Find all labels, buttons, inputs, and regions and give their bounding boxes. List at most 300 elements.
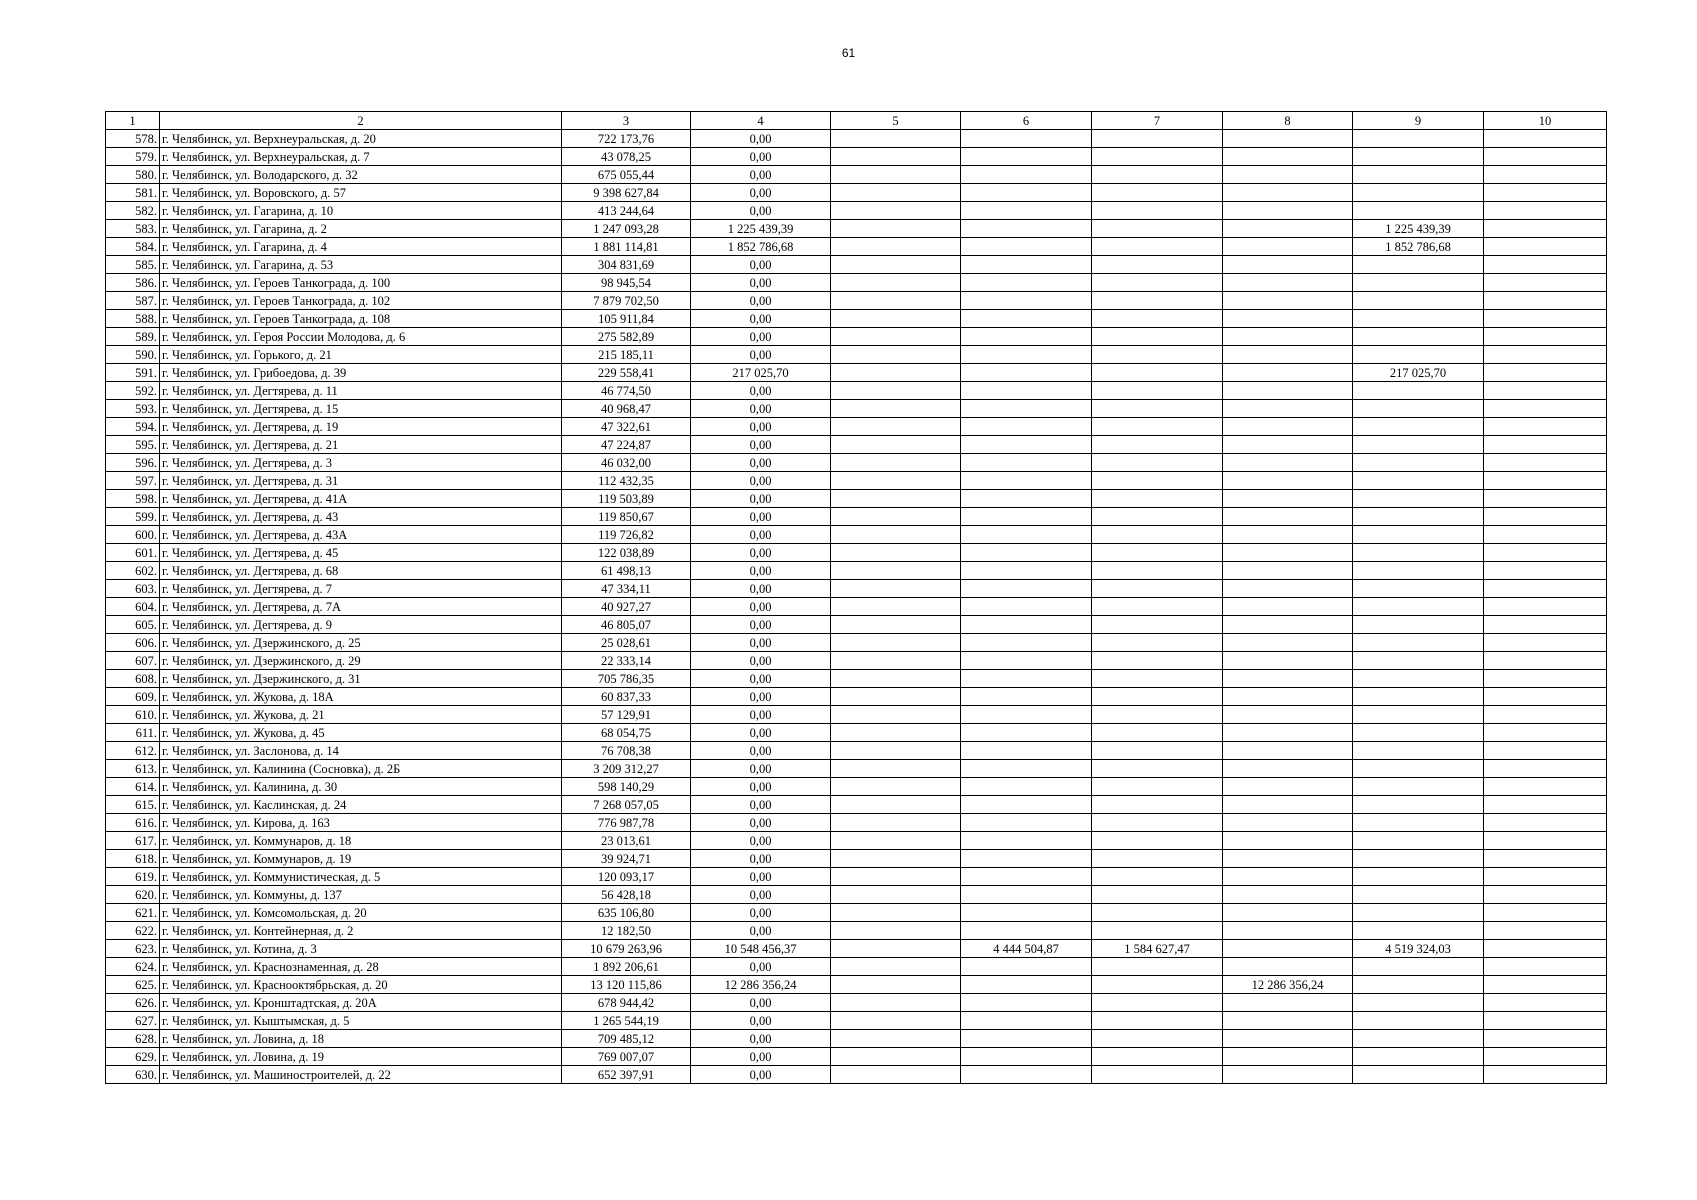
value-cell [1092, 742, 1223, 760]
value-cell: 275 582,89 [562, 328, 691, 346]
value-cell: 0,00 [691, 508, 831, 526]
row-number: 582. [106, 202, 160, 220]
value-cell [831, 490, 961, 508]
value-cell [1223, 382, 1353, 400]
value-cell [1223, 544, 1353, 562]
table-row [106, 328, 1607, 346]
address-cell: г. Челябинск, ул. Машиностроителей, д. 22 [160, 1066, 562, 1084]
value-cell [831, 922, 961, 940]
value-cell [1353, 436, 1484, 454]
value-cell [1484, 850, 1607, 868]
value-cell [1484, 148, 1607, 166]
value-cell [1484, 868, 1607, 886]
row-number: 615. [106, 796, 160, 814]
value-cell [1092, 922, 1223, 940]
value-cell [1223, 184, 1353, 202]
value-cell [1484, 238, 1607, 256]
value-cell [1092, 634, 1223, 652]
value-cell [1484, 904, 1607, 922]
value-cell [961, 166, 1092, 184]
row-number: 627. [106, 1012, 160, 1030]
value-cell [831, 634, 961, 652]
value-cell [961, 634, 1092, 652]
value-cell [1223, 1030, 1353, 1048]
value-cell [1092, 256, 1223, 274]
value-cell: 39 924,71 [562, 850, 691, 868]
value-cell: 635 106,80 [562, 904, 691, 922]
value-cell: 68 054,75 [562, 724, 691, 742]
value-cell [1484, 994, 1607, 1012]
value-cell [1223, 958, 1353, 976]
value-cell [961, 616, 1092, 634]
value-cell: 47 334,11 [562, 580, 691, 598]
value-cell [961, 850, 1092, 868]
value-cell: 0,00 [691, 1066, 831, 1084]
value-cell: 304 831,69 [562, 256, 691, 274]
value-cell [831, 256, 961, 274]
value-cell [1484, 634, 1607, 652]
value-cell: 12 286 356,24 [1223, 976, 1353, 994]
address-cell: г. Челябинск, ул. Жукова, д. 21 [160, 706, 562, 724]
row-number: 596. [106, 454, 160, 472]
row-number: 580. [106, 166, 160, 184]
value-cell: 0,00 [691, 382, 831, 400]
value-cell: 0,00 [691, 796, 831, 814]
table-row [106, 814, 1607, 832]
value-cell: 119 503,89 [562, 490, 691, 508]
value-cell [1223, 166, 1353, 184]
value-cell: 112 432,35 [562, 472, 691, 490]
value-cell [1353, 526, 1484, 544]
value-cell [1353, 1066, 1484, 1084]
value-cell [1484, 490, 1607, 508]
table-row [106, 706, 1607, 724]
row-number: 610. [106, 706, 160, 724]
value-cell [1092, 688, 1223, 706]
col-header: 1 [106, 112, 160, 130]
value-cell [1092, 148, 1223, 166]
address-cell: г. Челябинск, ул. Заслонова, д. 14 [160, 742, 562, 760]
value-cell: 13 120 115,86 [562, 976, 691, 994]
value-cell [1092, 130, 1223, 148]
page-number: 61 [841, 46, 856, 60]
address-cell: г. Челябинск, ул. Горького, д. 21 [160, 346, 562, 364]
value-cell: 76 708,38 [562, 742, 691, 760]
value-cell [1484, 940, 1607, 958]
value-cell: 1 265 544,19 [562, 1012, 691, 1030]
value-cell [1484, 1066, 1607, 1084]
table-row [106, 688, 1607, 706]
value-cell [1223, 256, 1353, 274]
value-cell [1223, 616, 1353, 634]
value-cell [1223, 292, 1353, 310]
value-cell [831, 220, 961, 238]
value-cell [1353, 202, 1484, 220]
value-cell [1353, 184, 1484, 202]
value-cell [1092, 778, 1223, 796]
value-cell: 60 837,33 [562, 688, 691, 706]
value-cell [831, 382, 961, 400]
address-cell: г. Челябинск, ул. Дегтярева, д. 45 [160, 544, 562, 562]
address-cell: г. Челябинск, ул. Калинина (Сосновка), д. 2Б [160, 760, 562, 778]
value-cell [961, 868, 1092, 886]
address-cell: г. Челябинск, ул. Краснознаменная, д. 28 [160, 958, 562, 976]
address-cell: г. Челябинск, ул. Дзержинского, д. 29 [160, 652, 562, 670]
value-cell [1484, 292, 1607, 310]
value-cell [1353, 418, 1484, 436]
value-cell [1353, 598, 1484, 616]
row-number: 590. [106, 346, 160, 364]
value-cell [1092, 1066, 1223, 1084]
row-number: 600. [106, 526, 160, 544]
address-cell: г. Челябинск, ул. Гагарина, д. 4 [160, 238, 562, 256]
value-cell [831, 796, 961, 814]
value-cell: 1 584 627,47 [1092, 940, 1223, 958]
value-cell [831, 346, 961, 364]
value-cell [831, 310, 961, 328]
value-cell [1353, 454, 1484, 472]
value-cell: 0,00 [691, 130, 831, 148]
value-cell [961, 760, 1092, 778]
value-cell: 0,00 [691, 724, 831, 742]
value-cell [1353, 616, 1484, 634]
value-cell [1353, 994, 1484, 1012]
address-cell: г. Челябинск, ул. Дегтярева, д. 43 [160, 508, 562, 526]
table-row [106, 796, 1607, 814]
value-cell [1223, 940, 1353, 958]
value-cell [961, 598, 1092, 616]
value-cell: 0,00 [691, 652, 831, 670]
value-cell: 105 911,84 [562, 310, 691, 328]
table-row [106, 292, 1607, 310]
value-cell [1223, 364, 1353, 382]
row-number: 584. [106, 238, 160, 256]
table-row [106, 742, 1607, 760]
row-number: 601. [106, 544, 160, 562]
value-cell [1353, 976, 1484, 994]
table-row [106, 544, 1607, 562]
value-cell [1092, 760, 1223, 778]
address-cell: г. Челябинск, ул. Коммуны, д. 137 [160, 886, 562, 904]
value-cell [831, 616, 961, 634]
table-row [106, 652, 1607, 670]
value-cell [1484, 364, 1607, 382]
table-row [106, 310, 1607, 328]
value-cell [961, 472, 1092, 490]
address-cell: г. Челябинск, ул. Каслинская, д. 24 [160, 796, 562, 814]
value-cell [1092, 994, 1223, 1012]
address-cell: г. Челябинск, ул. Кирова, д. 163 [160, 814, 562, 832]
value-cell: 0,00 [691, 742, 831, 760]
col-header: 9 [1353, 112, 1484, 130]
row-number: 587. [106, 292, 160, 310]
value-cell [1223, 814, 1353, 832]
value-cell: 0,00 [691, 832, 831, 850]
value-cell [961, 184, 1092, 202]
address-cell: г. Челябинск, ул. Гагарина, д. 53 [160, 256, 562, 274]
row-number: 621. [106, 904, 160, 922]
value-cell [831, 1048, 961, 1066]
value-cell [1092, 400, 1223, 418]
value-cell [961, 382, 1092, 400]
value-cell [1484, 562, 1607, 580]
value-cell: 0,00 [691, 706, 831, 724]
value-cell: 413 244,64 [562, 202, 691, 220]
value-cell [1484, 310, 1607, 328]
value-cell [1484, 670, 1607, 688]
table-row [106, 778, 1607, 796]
value-cell: 40 968,47 [562, 400, 691, 418]
value-cell: 119 726,82 [562, 526, 691, 544]
value-cell [961, 832, 1092, 850]
value-cell [1092, 472, 1223, 490]
value-cell: 40 927,27 [562, 598, 691, 616]
row-number: 614. [106, 778, 160, 796]
address-cell: г. Челябинск, ул. Героя России Молодова, д. 6 [160, 328, 562, 346]
value-cell [1353, 670, 1484, 688]
value-cell: 0,00 [691, 868, 831, 886]
row-number: 612. [106, 742, 160, 760]
row-number: 589. [106, 328, 160, 346]
address-cell: г. Челябинск, ул. Котина, д. 3 [160, 940, 562, 958]
value-cell: 22 333,14 [562, 652, 691, 670]
table-row [106, 436, 1607, 454]
address-cell: г. Челябинск, ул. Дегтярева, д. 7А [160, 598, 562, 616]
value-cell: 47 224,87 [562, 436, 691, 454]
value-cell [961, 292, 1092, 310]
value-cell: 7 879 702,50 [562, 292, 691, 310]
value-cell [1484, 814, 1607, 832]
value-cell: 1 247 093,28 [562, 220, 691, 238]
value-cell [1484, 436, 1607, 454]
value-cell [831, 508, 961, 526]
value-cell: 56 428,18 [562, 886, 691, 904]
value-cell: 0,00 [691, 292, 831, 310]
value-cell [961, 364, 1092, 382]
table-row [106, 670, 1607, 688]
value-cell: 23 013,61 [562, 832, 691, 850]
value-cell [1484, 1012, 1607, 1030]
value-cell [1223, 508, 1353, 526]
address-cell: г. Челябинск, ул. Коммунаров, д. 19 [160, 850, 562, 868]
value-cell: 0,00 [691, 850, 831, 868]
value-cell: 0,00 [691, 994, 831, 1012]
address-cell: г. Челябинск, ул. Верхнеуральская, д. 20 [160, 130, 562, 148]
row-number: 611. [106, 724, 160, 742]
value-cell [1092, 508, 1223, 526]
value-cell [961, 328, 1092, 346]
address-cell: г. Челябинск, ул. Гагарина, д. 10 [160, 202, 562, 220]
row-number: 607. [106, 652, 160, 670]
value-cell [831, 832, 961, 850]
table-row [106, 220, 1607, 238]
value-cell [961, 130, 1092, 148]
value-cell: 652 397,91 [562, 1066, 691, 1084]
value-cell [1092, 364, 1223, 382]
value-cell: 1 225 439,39 [691, 220, 831, 238]
value-cell [1223, 202, 1353, 220]
value-cell: 229 558,41 [562, 364, 691, 382]
value-cell [961, 256, 1092, 274]
value-cell [961, 454, 1092, 472]
value-cell: 12 182,50 [562, 922, 691, 940]
header-row [106, 112, 1607, 130]
table-row [106, 832, 1607, 850]
value-cell [961, 418, 1092, 436]
value-cell: 43 078,25 [562, 148, 691, 166]
value-cell [831, 148, 961, 166]
value-cell [831, 526, 961, 544]
value-cell: 0,00 [691, 184, 831, 202]
value-cell [831, 868, 961, 886]
value-cell [1353, 328, 1484, 346]
value-cell [1223, 598, 1353, 616]
value-cell [961, 580, 1092, 598]
value-cell: 0,00 [691, 256, 831, 274]
value-cell [1223, 922, 1353, 940]
value-cell [961, 652, 1092, 670]
address-cell: г. Челябинск, ул. Контейнерная, д. 2 [160, 922, 562, 940]
row-number: 620. [106, 886, 160, 904]
table-row [106, 868, 1607, 886]
value-cell [1484, 778, 1607, 796]
value-cell [831, 724, 961, 742]
value-cell [1484, 526, 1607, 544]
value-cell: 4 519 324,03 [1353, 940, 1484, 958]
value-cell [1223, 130, 1353, 148]
value-cell [1484, 400, 1607, 418]
value-cell [1353, 814, 1484, 832]
table-row [106, 490, 1607, 508]
address-cell: г. Челябинск, ул. Героев Танкограда, д. 102 [160, 292, 562, 310]
row-number: 591. [106, 364, 160, 382]
address-cell: г. Челябинск, ул. Коммунистическая, д. 5 [160, 868, 562, 886]
value-cell [1223, 634, 1353, 652]
value-cell [961, 1012, 1092, 1030]
value-cell [1092, 832, 1223, 850]
row-number: 630. [106, 1066, 160, 1084]
value-cell: 1 881 114,81 [562, 238, 691, 256]
value-cell [1223, 472, 1353, 490]
value-cell [1484, 580, 1607, 598]
table-row [106, 994, 1607, 1012]
address-cell: г. Челябинск, ул. Дегтярева, д. 15 [160, 400, 562, 418]
value-cell [831, 778, 961, 796]
value-cell: 1 225 439,39 [1353, 220, 1484, 238]
value-cell [1223, 418, 1353, 436]
value-cell: 1 852 786,68 [1353, 238, 1484, 256]
value-cell [831, 598, 961, 616]
row-number: 613. [106, 760, 160, 778]
value-cell: 0,00 [691, 526, 831, 544]
value-cell: 776 987,78 [562, 814, 691, 832]
value-cell [1223, 238, 1353, 256]
value-cell [1484, 958, 1607, 976]
value-cell [831, 958, 961, 976]
value-cell [1484, 724, 1607, 742]
value-cell [1223, 742, 1353, 760]
value-cell: 0,00 [691, 760, 831, 778]
row-number: 619. [106, 868, 160, 886]
value-cell [1484, 922, 1607, 940]
value-cell [1223, 904, 1353, 922]
value-cell [1353, 922, 1484, 940]
value-cell: 598 140,29 [562, 778, 691, 796]
value-cell: 46 805,07 [562, 616, 691, 634]
address-cell: г. Челябинск, ул. Ловина, д. 19 [160, 1048, 562, 1066]
table-row [106, 454, 1607, 472]
value-cell [1223, 400, 1353, 418]
value-cell: 0,00 [691, 328, 831, 346]
address-cell: г. Челябинск, ул. Калинина, д. 30 [160, 778, 562, 796]
value-cell [1353, 652, 1484, 670]
value-cell [1353, 868, 1484, 886]
row-number: 599. [106, 508, 160, 526]
value-cell [831, 562, 961, 580]
value-cell [831, 130, 961, 148]
value-cell [1353, 274, 1484, 292]
table-row [106, 130, 1607, 148]
value-cell: 0,00 [691, 904, 831, 922]
value-cell [961, 778, 1092, 796]
value-cell [831, 760, 961, 778]
value-cell [961, 1030, 1092, 1048]
value-cell [1353, 562, 1484, 580]
row-number: 583. [106, 220, 160, 238]
value-cell [961, 526, 1092, 544]
address-cell: г. Челябинск, ул. Дегтярева, д. 7 [160, 580, 562, 598]
value-cell [1223, 328, 1353, 346]
value-cell [1092, 310, 1223, 328]
value-cell [1353, 580, 1484, 598]
value-cell [1223, 778, 1353, 796]
table-row [106, 364, 1607, 382]
address-cell: г. Челябинск, ул. Дзержинского, д. 25 [160, 634, 562, 652]
value-cell [1092, 1030, 1223, 1048]
value-cell [1484, 598, 1607, 616]
row-number: 597. [106, 472, 160, 490]
value-cell: 1 852 786,68 [691, 238, 831, 256]
value-cell [961, 670, 1092, 688]
value-cell [1353, 346, 1484, 364]
address-cell: г. Челябинск, ул. Дегтярева, д. 19 [160, 418, 562, 436]
col-header: 10 [1484, 112, 1607, 130]
value-cell [1353, 310, 1484, 328]
address-cell: г. Челябинск, ул. Кронштадтская, д. 20А [160, 994, 562, 1012]
value-cell [1223, 562, 1353, 580]
table-row [106, 922, 1607, 940]
address-cell: г. Челябинск, ул. Краснооктябрьская, д. 20 [160, 976, 562, 994]
value-cell [1092, 724, 1223, 742]
table-row [106, 508, 1607, 526]
value-cell [1223, 310, 1353, 328]
value-cell [1484, 184, 1607, 202]
value-cell: 0,00 [691, 814, 831, 832]
value-cell [1484, 742, 1607, 760]
value-cell [1092, 796, 1223, 814]
value-cell [961, 724, 1092, 742]
table-row [106, 382, 1607, 400]
table-row [106, 562, 1607, 580]
row-number: 606. [106, 634, 160, 652]
value-cell [831, 652, 961, 670]
table-row [106, 616, 1607, 634]
address-cell: г. Челябинск, ул. Верхнеуральская, д. 7 [160, 148, 562, 166]
value-cell: 0,00 [691, 274, 831, 292]
value-cell [1353, 688, 1484, 706]
table-row [106, 634, 1607, 652]
address-cell: г. Челябинск, ул. Комсомольская, д. 20 [160, 904, 562, 922]
